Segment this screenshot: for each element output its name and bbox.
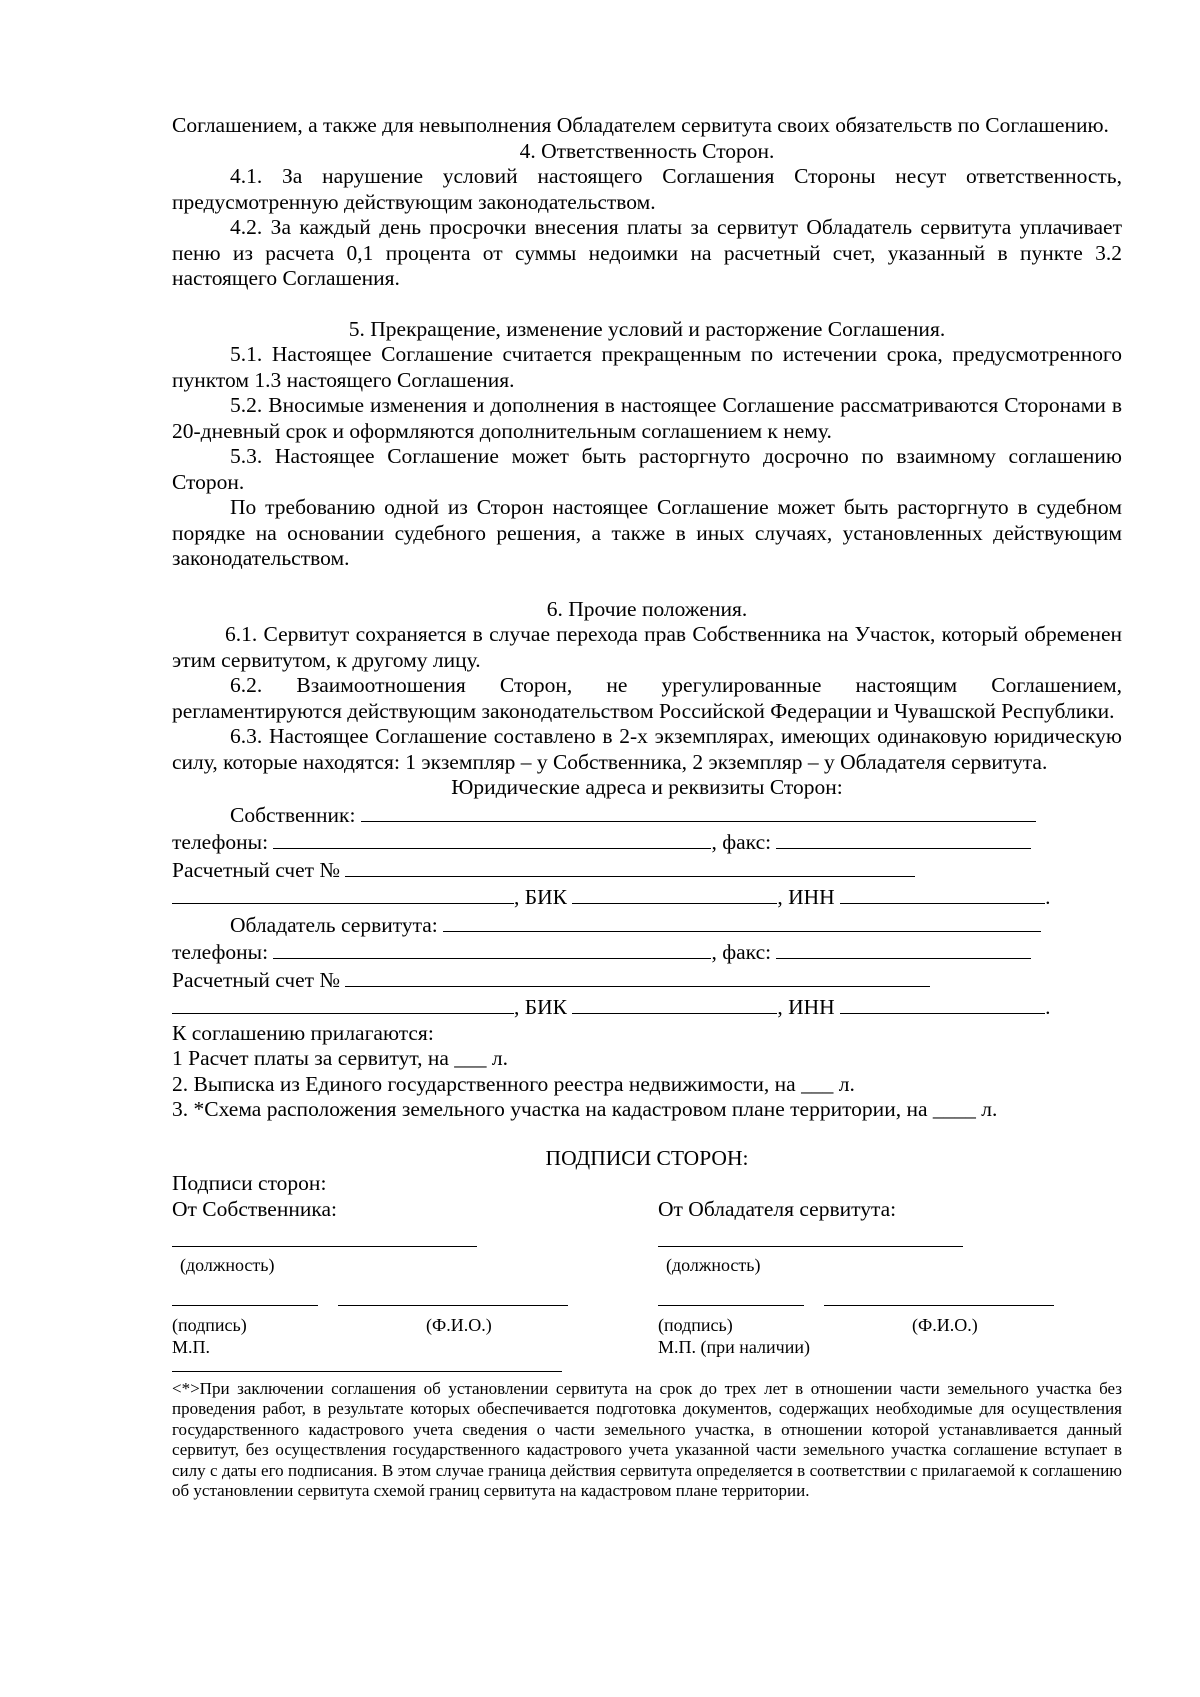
signatures-heading: ПОДПИСИ СТОРОН: [545, 1145, 749, 1170]
intro-text: Соглашением, а также для невыполнения Обладателем сервитута своих обязательств по Соглашению. [172, 113, 1109, 137]
inn-label: , ИНН [777, 885, 835, 909]
clause-5-4: По требованию одной из Сторон настоящее Соглашение может быть расторгнуто в судебном порядке на основании судебного решения, а также в иных случаях, установленных действующим законодательством. [172, 495, 1122, 570]
owner-row [172, 801, 1122, 829]
owner-account-row [172, 856, 1122, 884]
owner-inn-field[interactable] [840, 883, 1045, 904]
clause-5-1: 5.1. Настоящее Соглашение считается прекращенным по истечении срока, предусмотренного пунктом 1.3 настоящего Соглашения. [172, 342, 1122, 392]
clause-4-2: 4.2. За каждый день просрочки внесения платы за сервитут Обладатель сервитута уплачивает пеню из расчета 0,1 процента от суммы недоимки на расчетный счет, указанный в пункте 3.2 настоящего Соглашения. [172, 215, 1122, 290]
owner-position-caption: (должность) [180, 1254, 275, 1275]
holder-bank-field[interactable] [172, 993, 514, 1014]
owner-bik-field[interactable] [572, 883, 777, 904]
holder-bank-row [172, 993, 1122, 1021]
section-4-heading: 4. Ответственность Сторон. [519, 138, 775, 163]
holder-signature-title: От Обладателя сервитута: [658, 1196, 897, 1221]
holder-inn-field[interactable] [840, 993, 1045, 1014]
bik-label: , БИК [514, 995, 567, 1019]
owner-fio-line[interactable] [338, 1305, 568, 1306]
document-page [172, 113, 1122, 1502]
holder-fio-line[interactable] [824, 1305, 1054, 1306]
owner-account-field[interactable] [345, 856, 915, 877]
holder-phones-row [172, 938, 1122, 966]
phones-label: телефоны: [172, 940, 269, 964]
owner-signature-caption: (подпись) [172, 1314, 247, 1335]
period: . [1045, 885, 1051, 909]
clause-4-1: 4.1. За нарушение условий настоящего Соглашения Стороны несут ответственность, предусмотренную действующим законодательством. [172, 164, 1122, 214]
holder-signature-line[interactable] [658, 1305, 804, 1306]
holder-position-line[interactable] [658, 1246, 963, 1247]
fax-label: , факс: [711, 830, 772, 854]
holder-account-field[interactable] [345, 966, 930, 987]
period: . [1045, 995, 1051, 1019]
clause-6-1: 6.1. Сервитут сохраняется в случае перехода прав Собственника на Участок, который обременен этим сервитутом, к другому лицу. [172, 622, 1122, 672]
section-6-heading: 6. Прочие положения. [546, 596, 748, 621]
holder-name-field[interactable] [443, 911, 1041, 932]
holder-signature-caption: (подпись) [658, 1314, 733, 1335]
owner-phones-row [172, 828, 1122, 856]
owner-signature-line[interactable] [172, 1305, 318, 1306]
fax-label: , факс: [711, 940, 772, 964]
owner-bank-row [172, 883, 1122, 911]
holder-bik-field[interactable] [572, 993, 777, 1014]
attachment-2: 2. Выписка из Единого государственного реестра недвижимости, на ___ л. [172, 1071, 855, 1096]
holder-position-caption: (должность) [666, 1254, 761, 1275]
owner-signature-title: От Собственника: [172, 1196, 337, 1221]
clause-6-3: 6.3. Настоящее Соглашение составлено в 2-х экземплярах, имеющих одинаковую юридическую силу, которые находятся: 1 экземпляр – у Собственника, 2 экземпляр – у Обладателя сервитута. [172, 724, 1122, 774]
holder-row [172, 911, 1122, 939]
holder-label: Обладатель сервитута: [230, 912, 438, 937]
attachment-3: 3. *Схема расположения земельного участка на кадастровом плане территории, на ____ л. [172, 1097, 998, 1121]
holder-seal: М.П. (при наличии) [658, 1336, 810, 1357]
footnote-text: <*>При заключении соглашения об установлении сервитута на срок до трех лет в отношении части земельного участка без проведения работ, в результате которых обеспечивается подготовка документов, содержащих необходимые для осуществления государственного кадастрового учета сведения о части земельного участка, в отношении которой устанавливается данный сервитут, без осуществления государственного кадастрового учета указанной части земельного участка соглашение вступает в силу с даты его подписания. В этом случае граница действия сервитута определяется в соответствии с прилагаемой к соглашению об установлении сервитута схемой границ сервитута на кадастровом плане территории. [172, 1378, 1122, 1500]
inn-label: , ИНН [777, 995, 835, 1019]
owner-seal: М.П. [172, 1336, 211, 1357]
clause-5-3: 5.3. Настоящее Соглашение может быть расторгнуто досрочно по взаимному соглашению Сторон. [172, 444, 1122, 494]
owner-name-field[interactable] [361, 801, 1036, 822]
owner-fax-field[interactable] [776, 828, 1031, 849]
section-5-heading: 5. Прекращение, изменение условий и расторжение Соглашения. [348, 316, 946, 341]
phones-label: телефоны: [172, 830, 269, 854]
account-label: Расчетный счет № [172, 967, 340, 992]
holder-account-row [172, 966, 1122, 994]
owner-fio-caption: (Ф.И.О.) [426, 1314, 492, 1335]
owner-phones-field[interactable] [273, 828, 711, 849]
signatures-subheading: Подписи сторон: [172, 1171, 327, 1195]
holder-fio-caption: (Ф.И.О.) [912, 1314, 978, 1335]
attachments-heading: К соглашению прилагаются: [172, 1020, 434, 1045]
account-label: Расчетный счет № [172, 857, 340, 882]
owner-label: Собственник: [230, 802, 356, 827]
holder-fax-field[interactable] [776, 938, 1031, 959]
owner-position-line[interactable] [172, 1246, 477, 1247]
footnote-separator [172, 1371, 562, 1372]
owner-bank-field[interactable] [172, 883, 514, 904]
signature-block [172, 1197, 1122, 1377]
clause-6-2: 6.2. Взаимоотношения Сторон, не урегулированные настоящим Соглашением, регламентируются действующим законодательством Российской Федерации и Чувашской Республики. [172, 673, 1122, 723]
holder-phones-field[interactable] [273, 938, 711, 959]
attachment-1: 1 Расчет платы за сервитут, на ___ л. [172, 1046, 509, 1070]
clause-5-2: 5.2. Вносимые изменения и дополнения в настоящее Соглашение рассматриваются Сторонами в 20-дневный срок и оформляются дополнительным соглашением к нему. [172, 393, 1122, 443]
bik-label: , БИК [514, 885, 567, 909]
requisites-heading: Юридические адреса и реквизиты Сторон: [451, 775, 843, 799]
